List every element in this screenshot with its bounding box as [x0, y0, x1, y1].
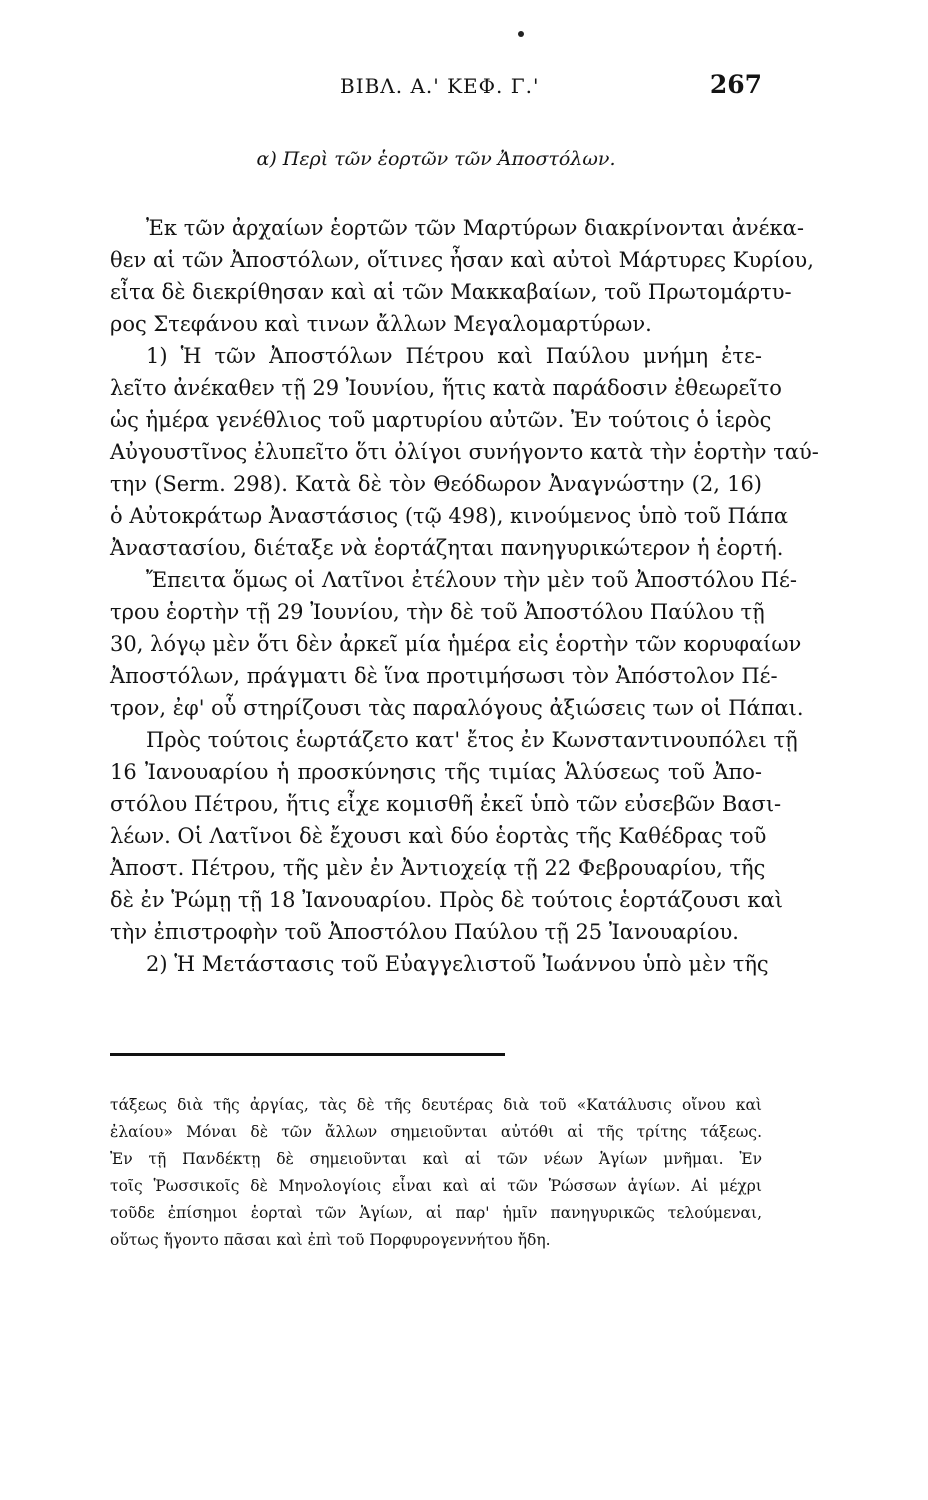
- body-line: Ἀποστ. Πέτρου, τῆς μὲν ἐν Ἀντιοχείᾳ τῇ 22 Φεβρουαρίου, τῆς: [110, 856, 766, 880]
- body-line: εἶτα δὲ διεκρίθησαν καὶ αἱ τῶν Μακκαβαίων, τοῦ Πρωτομάρτυ-: [110, 280, 792, 304]
- footnote-line: ἐλαίου» Μόναι δὲ τῶν ἄλλων σημειοῦνται αὐτόθι αἱ τῆς τρίτης τάξεως.: [110, 1123, 762, 1141]
- page-number: 267: [709, 70, 762, 99]
- body-line: τρου ἑορτὴν τῇ 29 Ἰουνίου, τὴν δὲ τοῦ Ἀποστόλου Παύλου τῇ: [110, 600, 765, 624]
- body-line: 2) Ἡ Μετάστασις τοῦ Εὐαγγελιστοῦ Ἰωάννου ὑπὸ μὲν τῆς: [146, 952, 769, 976]
- body-line: Πρὸς τούτοις ἑωρτάζετο κατ' ἔτος ἐν Κωνσταντινουπόλει τῇ: [146, 728, 798, 752]
- body-line: Ἐκ τῶν ἀρχαίων ἑορτῶν τῶν Μαρτύρων διακρίνονται ἀνέκα-: [146, 216, 804, 240]
- footnote-rule: [110, 1053, 505, 1056]
- body-line: Αὐγουστῖνος ἐλυπεῖτο ὅτι ὀλίγοι συνήγοντο κατὰ τὴν ἑορτὴν ταύ-: [110, 440, 819, 464]
- body-line: την (Serm. 298). Κατὰ δὲ τὸν Θεόδωρον Ἀναγνώστην (2, 16): [110, 472, 762, 496]
- section-title: α) Περὶ τῶν ἑορτῶν τῶν Ἀποστόλων.: [256, 148, 616, 170]
- footnote-line: τοῦδε ἐπίσημοι ἑορταὶ τῶν Ἁγίων, αἱ παρ' ἡμῖν πανηγυρικῶς τελούμεναι,: [110, 1204, 762, 1222]
- body-line: Ἀναστασίου, διέταξε νὰ ἑορτάζηται πανηγυρικώτερον ἡ ἑορτή.: [110, 536, 784, 560]
- body-line: ὁ Αὐτοκράτωρ Ἀναστάσιος (τῷ 498), κινούμενος ὑπὸ τοῦ Πάπα: [110, 504, 789, 528]
- body-line: δὲ ἐν Ῥώμῃ τῇ 18 Ἰανουαρίου. Πρὸς δὲ τούτοις ἑορτάζουσι καὶ: [110, 888, 783, 912]
- body-line: Ἔπειτα ὅμως οἱ Λατῖνοι ἐτέλουν τὴν μὲν τοῦ Ἀποστόλου Πέ-: [146, 568, 797, 592]
- body-line: 1) Ἡ τῶν Ἀποστόλων Πέτρου καὶ Παύλου μνήμη ἐτε-: [146, 344, 762, 368]
- running-title: ΒΙΒΛ. Α.' ΚΕΦ. Γ.': [340, 74, 540, 98]
- body-line: 16 Ἰανουαρίου ἡ προσκύνησις τῆς τιμίας Ἁλύσεως τοῦ Ἀπο-: [110, 760, 762, 784]
- body-line: τὴν ἐπιστροφὴν τοῦ Ἀποστόλου Παύλου τῇ 25 Ἰανουαρίου.: [110, 920, 739, 944]
- footnote-line: τάξεως διὰ τῆς ἀργίας, τὰς δὲ τῆς δευτέρας διὰ τοῦ «Κατάλυσις οἴνου καὶ: [110, 1096, 762, 1114]
- body-line: τρον, ἐφ' οὗ στηρίζουσι τὰς παραλόγους ἀξιώσεις των οἱ Πάπαι.: [110, 696, 804, 720]
- footnote-line: οὕτως ἤγοντο πᾶσαι καὶ ἐπὶ τοῦ Πορφυρογεννήτου ἤδη.: [110, 1231, 551, 1249]
- running-head: [110, 70, 762, 110]
- footnotes: [110, 1092, 762, 1254]
- body-line: Ἀποστόλων, πράγματι δὲ ἵνα προτιμήσωσι τὸν Ἀπόστολον Πέ-: [110, 664, 778, 688]
- footnote-line: τοῖς Ῥωσσικοῖς δὲ Μηνολογίοις εἶναι καὶ αἱ τῶν Ῥώσσων ἁγίων. Αἱ μέχρι: [110, 1177, 762, 1195]
- body-line: ὡς ἡμέρα γενέθλιος τοῦ μαρτυρίου αὐτῶν. Ἐν τούτοις ὁ ἱερὸς: [110, 408, 772, 432]
- body-line: θεν αἱ τῶν Ἀποστόλων, οἵτινες ἦσαν καὶ αὐτοὶ Μάρτυρες Κυρίου,: [110, 248, 814, 272]
- footnote-line: Ἐν τῇ Πανδέκτῃ δὲ σημειοῦνται καὶ αἱ τῶν νέων Ἁγίων μνῆμαι. Ἐν: [110, 1150, 762, 1168]
- body-line: 30, λόγῳ μὲν ὅτι δὲν ἀρκεῖ μία ἡμέρα εἰς ἑορτὴν τῶν κορυφαίων: [110, 632, 802, 656]
- body-line: ρος Στεφάνου καὶ τινων ἄλλων Μεγαλομαρτύρων.: [110, 312, 652, 336]
- body-line: λέων. Οἱ Λατῖνοι δὲ ἔχουσι καὶ δύο ἑορτὰς τῆς Καθέδρας τοῦ: [110, 824, 767, 848]
- main-text: [110, 212, 819, 980]
- body-line: λεῖτο ἀνέκαθεν τῇ 29 Ἰουνίου, ἥτις κατὰ παράδοσιν ἐθεωρεῖτο: [110, 376, 782, 400]
- ink-speck: [518, 31, 524, 37]
- body-line: στόλου Πέτρου, ἥτις εἶχε κομισθῆ ἐκεῖ ὑπὸ τῶν εὐσεβῶν Βασι-: [110, 792, 782, 816]
